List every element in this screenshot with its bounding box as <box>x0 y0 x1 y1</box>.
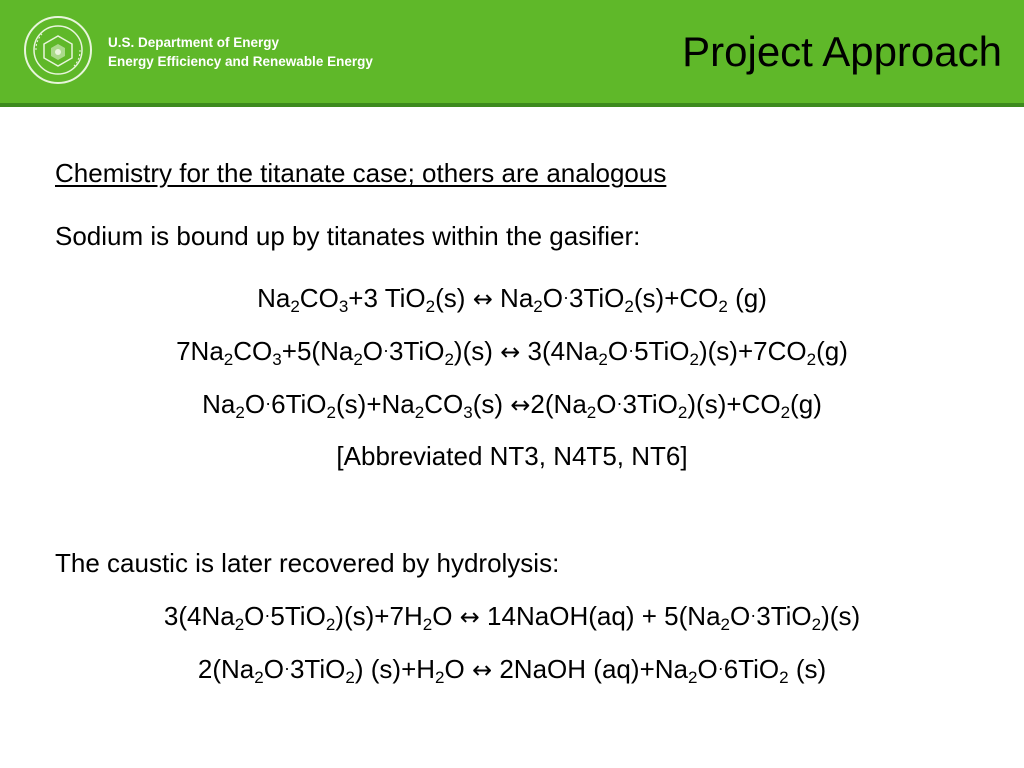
org-line-2: Energy Efficiency and Renewable Energy <box>108 54 373 69</box>
intro-text-caustic: The caustic is later recovered by hydrolysis: <box>55 548 560 578</box>
org-line-1: U.S. Department of Energy <box>108 35 280 50</box>
intro-text-sodium: Sodium is bound up by titanates within the gasifier: <box>55 221 641 251</box>
section-heading: Chemistry for the titanate case; others are analogous <box>55 158 667 188</box>
reaction-2: $7Na_2CO_3+5(Na_2O\cdot 3TiO_2)(s)$ ↔ $3(4Na_2O\cdot 5TiO_2)(s)+7CO_2(g)$ <box>176 336 848 369</box>
reaction-3: $Na_2O\cdot 6TiO_2(s)+Na_2CO_3(s)$ $\leftrightarrow 2(Na_2O\cdot 3TiO_2)(s)+CO_2(g)$ <box>202 389 822 422</box>
page-title: Project Approach <box>682 28 1002 75</box>
reaction-4: $3(4Na_2O\cdot 5TiO_2)(s)+7H_2O$ ↔ 14NaOH(aq) + $5(Na_2O\cdot 3TiO_2)(s)$ <box>163 601 861 634</box>
reaction-1: $Na_2CO_3+3$ TiO$_2$(s) ↔ $Na_2O\cdot 3TiO_2(s)+CO_2$ (g) <box>257 283 767 316</box>
abbreviation-note: [Abbreviated NT3, N4T5, NT6] <box>336 441 688 471</box>
reaction-5: $2(Na_2O\cdot 3TiO_2)$ $(s)+H_2O$ ↔ 2NaOH $(aq)+Na_2O\cdot 6TiO_2$ (s) <box>197 654 827 687</box>
